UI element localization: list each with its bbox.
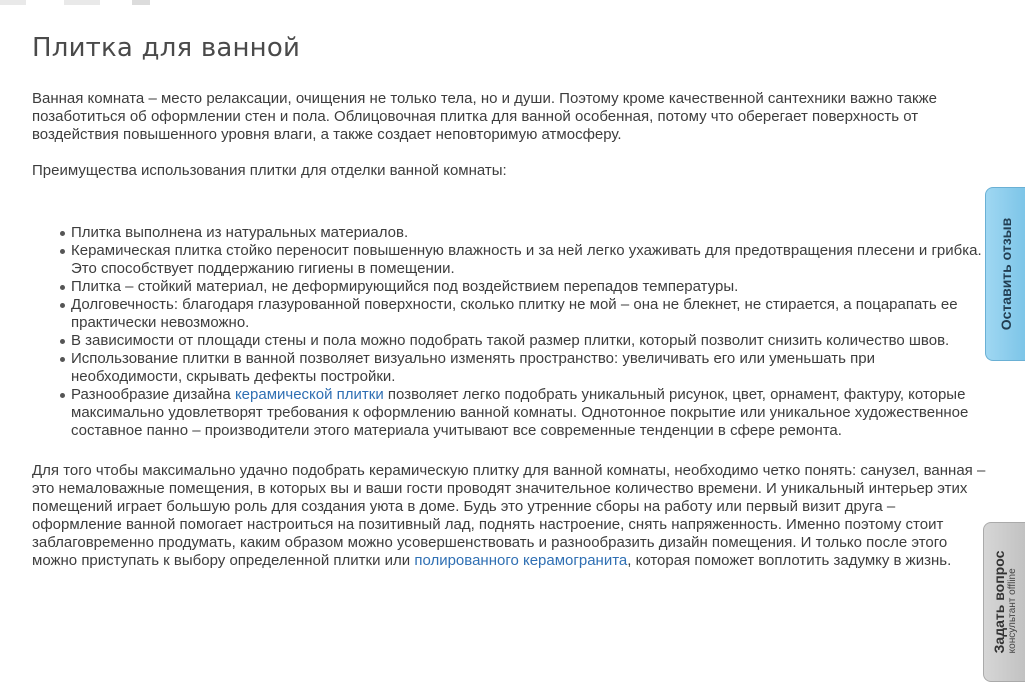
list-item: Плитка – стойкий материал, не деформирующийся под воздействием перепадов температуры. — [71, 278, 987, 296]
final-paragraph-text: Для того чтобы максимально удачно подобрать керамическую плитку для ванной комнаты, необходимо четко понять: санузел, ванная – это немаловажные помещения, в которых вы и ваши гости проводят значительное количество времени. И уникальный интерьер этих помещений играет большую роль для создания уюта в доме. Будь это утренние сборы на работу или первый визит друга – оформление ванной помогает настроиться на позитивный лад, поднять настроение, снять напряженность. Именно поэтому стоит заблаговременно продумать, каким образом можно усовершенствовать и разнообразить дизайн помещения. И только после этого можно приступать к выбору определенной плитки или — [32, 462, 986, 569]
final-paragraph — [32, 462, 987, 570]
ceramic-tile-link[interactable]: керамической плитки — [234, 386, 384, 403]
feedback-tab-label: Оставить отзыв — [997, 217, 1014, 331]
nav-fragment — [132, 0, 150, 5]
ask-question-tab[interactable] — [983, 522, 1025, 682]
final-paragraph-text: , которая поможет воплотить задумку в жизнь. — [627, 552, 952, 569]
article — [32, 32, 987, 570]
intro-paragraph: Ванная комната – место релаксации, очищения не только тела, но и души. Поэтому кроме качественной сантехники важно также позаботиться об оформлении стен и пола. Облицовочная плитка для ванной особенная, потому что оберегает поверхность от воздействия повышенного уровня влаги, а также создает неповторимую атмосферу. — [32, 90, 937, 143]
list-item: Плитка выполнена из натуральных материалов. — [71, 224, 987, 242]
nav-fragment — [0, 0, 26, 5]
list-item — [71, 386, 987, 440]
list-item-text: Разнообразие дизайна — [71, 386, 235, 403]
nav-fragment — [64, 0, 100, 5]
advantages-list — [32, 224, 987, 440]
list-item-text: позволяет легко подобрать уникальный рисунок, цвет, орнамент, фактуру, которые максимально удовлетворят требования к оформлению ванной комнаты. Однотонное покрытие или уникальное художественное составное панно – производители этого материала учитывают все современные тенденции в сфере ремонта. — [71, 386, 969, 439]
list-item: В зависимости от площади стены и пола можно подобрать такой размер плитки, который позволит снизить количество швов. — [71, 332, 987, 350]
leave-feedback-tab[interactable] — [985, 187, 1025, 361]
advantages-heading: Преимущества использования плитки для отделки ванной комнаты: — [32, 162, 507, 179]
top-navigation-fragment — [0, 0, 160, 6]
question-tab-text — [992, 551, 1018, 654]
question-tab-label: Задать вопрос — [990, 550, 1007, 654]
list-item: Использование плитки в ванной позволяет визуально изменять пространство: увеличивать его или уменьшать при необходимости, скрывать дефекты постройки. — [71, 350, 987, 386]
list-item: Керамическая плитка стойко переносит повышенную влажность и за ней легко ухаживать для предотвращения плесени и грибка. Это способствует поддержанию гигиены в помещении. — [71, 242, 987, 278]
consultant-status: консультант offline — [1006, 568, 1018, 654]
page-title: Плитка для ванной — [32, 33, 301, 63]
polished-porcelain-link[interactable]: полированного керамогранита — [414, 552, 628, 569]
list-item: Долговечность: благодаря глазурованной поверхности, сколько плитку не мой – она не блекнет, не стирается, а поцарапать ее практически невозможно. — [71, 296, 987, 332]
